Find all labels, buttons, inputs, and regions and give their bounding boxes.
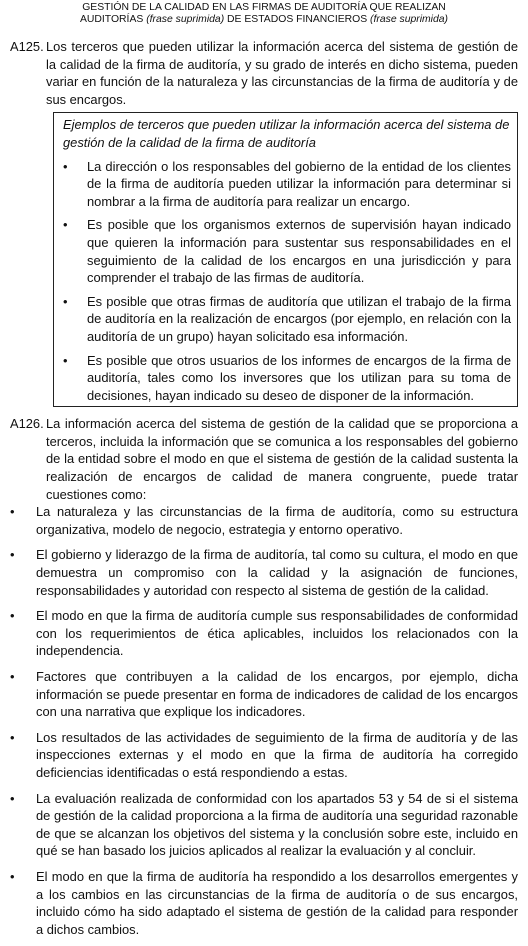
paragraph-text: La información acerca del sistema de gestión de la calidad que se proporciona a terceros, incluida la información que se comunica a los responsables del gobierno de la entidad sobre el modo en que el sistema de gestión de la calidad sustenta la realización de encargos de calidad de manera congruente, puede tratar cuestiones como: <box>46 416 518 502</box>
bullet-icon: • <box>63 293 68 309</box>
list-item <box>10 546 518 599</box>
list-item-text: Los resultados de las actividades de seguimiento de la firma de auditoría y de las inspecciones externas y el modo en que la firma de auditoría ha corregido deficiencias identificadas o está respondiendo a estas. <box>36 729 518 780</box>
list-item-text: El modo en que la firma de auditoría cumple sus responsabilidades de conformidad con los requerimientos de ética aplicables, incluidos los relacionados con la independencia. <box>36 608 518 659</box>
list-item <box>63 352 511 405</box>
bullet-icon: • <box>10 729 15 745</box>
list-item-text: La naturaleza y las circunstancias de la firma de auditoría, como su estructura organizativa, modelo de negocio, estrategia y entorno operativo. <box>36 504 518 537</box>
bullet-icon: • <box>10 504 15 520</box>
list-item-text: Factores que contribuyen a la calidad de los encargos, por ejemplo, dicha información se puede presentar en forma de indicadores de calidad de los encargos con una narrativa que explique los indicadores. <box>36 669 518 720</box>
bullet-icon: • <box>10 790 15 806</box>
header-line-2-part-1: AUDITORÍAS <box>79 13 144 25</box>
list-item <box>10 503 518 538</box>
list-item <box>10 668 518 721</box>
paragraph-a126 <box>10 415 518 503</box>
header-line-2 <box>0 14 528 26</box>
paragraph-number: A126. <box>10 416 44 432</box>
paragraph-number: A125. <box>10 39 44 54</box>
bullet-icon: • <box>63 158 68 174</box>
examples-box <box>53 112 518 407</box>
list-item-text: Es posible que otros usuarios de los informes de encargos de la firma de auditoría, tales como los inversores que los utilizan para su toma de decisiones, hayan indicado su deseo de disponer de la información. <box>87 352 511 403</box>
header-line-2-part-2: DE ESTADOS FINANCIEROS <box>227 13 368 25</box>
bullet-icon: • <box>63 217 68 233</box>
list-item-text: La dirección o los responsables del gobierno de la entidad de los clientes de la firma de auditoría pueden utilizar la información para determinar si nombrar a la firma de auditoría para realizar un encargo. <box>87 158 511 209</box>
list-item <box>63 293 511 346</box>
topics-list <box>10 503 518 938</box>
list-item-text: El gobierno y liderazgo de la firma de auditoría, tal como su cultura, el modo en que demuestra un compromiso con la calidad y la asignación de funciones, responsabilidades y autoridad con respecto al sistema de gestión de la calidad. <box>36 547 518 598</box>
header-line-2-omission-1: (frase suprimida) <box>146 13 225 25</box>
list-item <box>10 729 518 782</box>
examples-box-title: Ejemplos de terceros que pueden utilizar la información acerca del sistema de gestión de la calidad de la firma de auditoría <box>63 117 510 150</box>
header-line-2-omission-2: (frase suprimida) <box>370 13 448 25</box>
list-item <box>10 868 518 938</box>
page-header <box>0 0 528 25</box>
examples-list <box>63 158 511 405</box>
list-item-text: Es posible que los organismos externos de supervisión hayan indicado que quieren la información para sustentar sus responsabilidades en el seguimiento de la calidad de los encargos en una jurisdicción y para comprender el trabajo de las firmas de auditoría. <box>87 217 511 286</box>
document-body <box>10 38 518 946</box>
list-item <box>63 158 511 211</box>
list-item-text: Es posible que otras firmas de auditoría que utilizan el trabajo de la firma de auditoría en la realización de encargos (por ejemplo, en relación con la auditoría de un grupo) hayan solicitado esa información. <box>87 293 511 344</box>
bullet-icon: • <box>10 608 15 624</box>
bullet-icon: • <box>63 352 68 368</box>
examples-box-wrapper <box>53 112 518 407</box>
list-item-text: La evaluación realizada de conformidad con los apartados 53 y 54 de si el sistema de gestión de la calidad proporciona a la firma de auditoría una seguridad razonable de que se alcanzan los objetivos del sistema y la conclusión sobre este, incluido en qué se han basado los juicios aplicados al realizar la evaluación y al concluir. <box>36 790 518 859</box>
paragraph-a125 <box>10 38 518 108</box>
bullet-icon: • <box>10 547 15 563</box>
bullet-icon: • <box>10 868 15 884</box>
list-item <box>10 790 518 860</box>
paragraph-text: Los terceros que pueden utilizar la información acerca del sistema de gestión de la calidad de la firma de auditoría, y su grado de interés en dicho sistema, pueden variar en función de la naturaleza y las circunstancias de la firma de auditoría y de sus encargos. <box>46 39 518 107</box>
bullet-icon: • <box>10 669 15 684</box>
list-item <box>63 216 511 286</box>
list-item-text: El modo en que la firma de auditoría ha respondido a los desarrollos emergentes y a los cambios en las circunstancias de la firma de auditoría o de sus encargos, incluido cómo ha sido adaptado el sistema de gestión de la calidad para responder a dichos cambios. <box>36 868 518 937</box>
header-line-1: GESTIÓN DE LA CALIDAD EN LAS FIRMAS DE AUDITORÍA QUE REALIZAN <box>82 2 446 13</box>
list-item <box>10 607 518 660</box>
